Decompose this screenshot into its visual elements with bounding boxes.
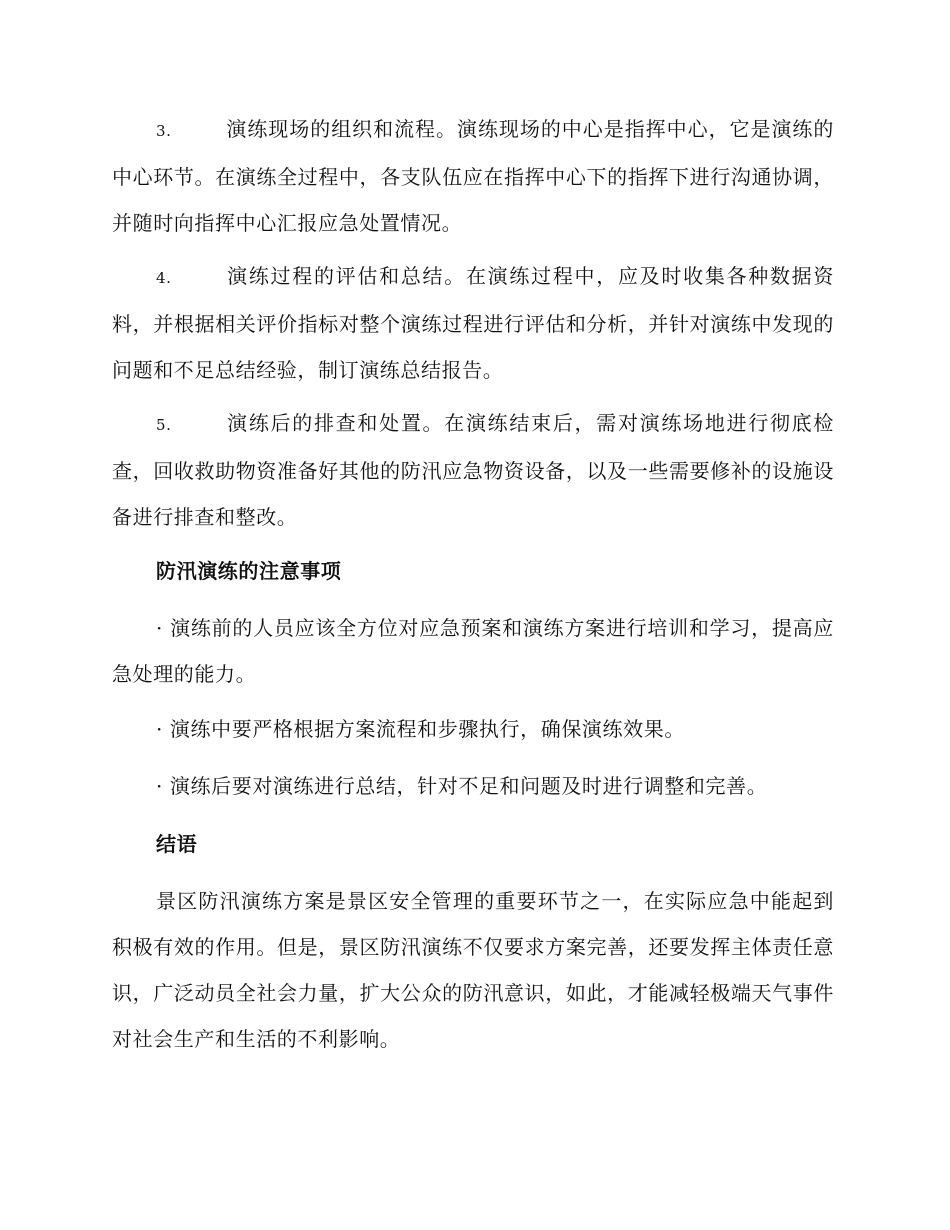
numbered-item-3 — [112, 106, 834, 246]
note-item-1: · 演练前的人员应该全方位对应急预案和演练方案进行培训和学习，提高应急处理的能力。 — [112, 616, 834, 686]
note-item-3: · 演练后要对演练进行总结，针对不足和问题及时进行调整和完善。 — [156, 774, 768, 798]
item-number: 3. — [156, 122, 172, 140]
item-number: 5. — [156, 416, 172, 434]
item-text: 演练现场的组织和流程。演练现场的中心是指挥中心，它是演练的中心环节。在演练全过程中，各支队伍应在指挥中心下的指挥下进行沟通协调，并随时向指挥中心汇报应急处置情况。 — [112, 117, 834, 235]
item-number: 4. — [156, 269, 172, 287]
section-heading-notes: 防汛演练的注意事项 — [156, 559, 342, 583]
item-text: 演练后的排查和处置。在演练结束后，需对演练场地进行彻底检查，回收救助物资准备好其他的防汛应急物资设备，以及一些需要修补的设施设备进行排查和整改。 — [112, 411, 834, 529]
numbered-item-5 — [112, 400, 834, 540]
item-text: 演练过程的评估和总结。在演练过程中，应及时收集各种数据资料，并根据相关评价指标对整个演练过程进行评估和分析，并针对演练中发现的问题和不足总结经验，制订演练总结报告。 — [112, 264, 834, 382]
conclusion-paragraph: 景区防汛演练方案是景区安全管理的重要环节之一，在实际应急中能起到积极有效的作用。但是，景区防汛演练不仅要求方案完善，还要发挥主体责任意识，广泛动员全社会力量，扩大公众的防汛意识，如此，才能减轻极端天气事件对社会生产和生活的不利影响。 — [112, 889, 834, 1051]
numbered-item-4 — [112, 253, 834, 393]
section-heading-conclusion: 结语 — [156, 832, 198, 856]
note-item-2: · 演练中要严格根据方案流程和步骤执行，确保演练效果。 — [156, 717, 685, 741]
